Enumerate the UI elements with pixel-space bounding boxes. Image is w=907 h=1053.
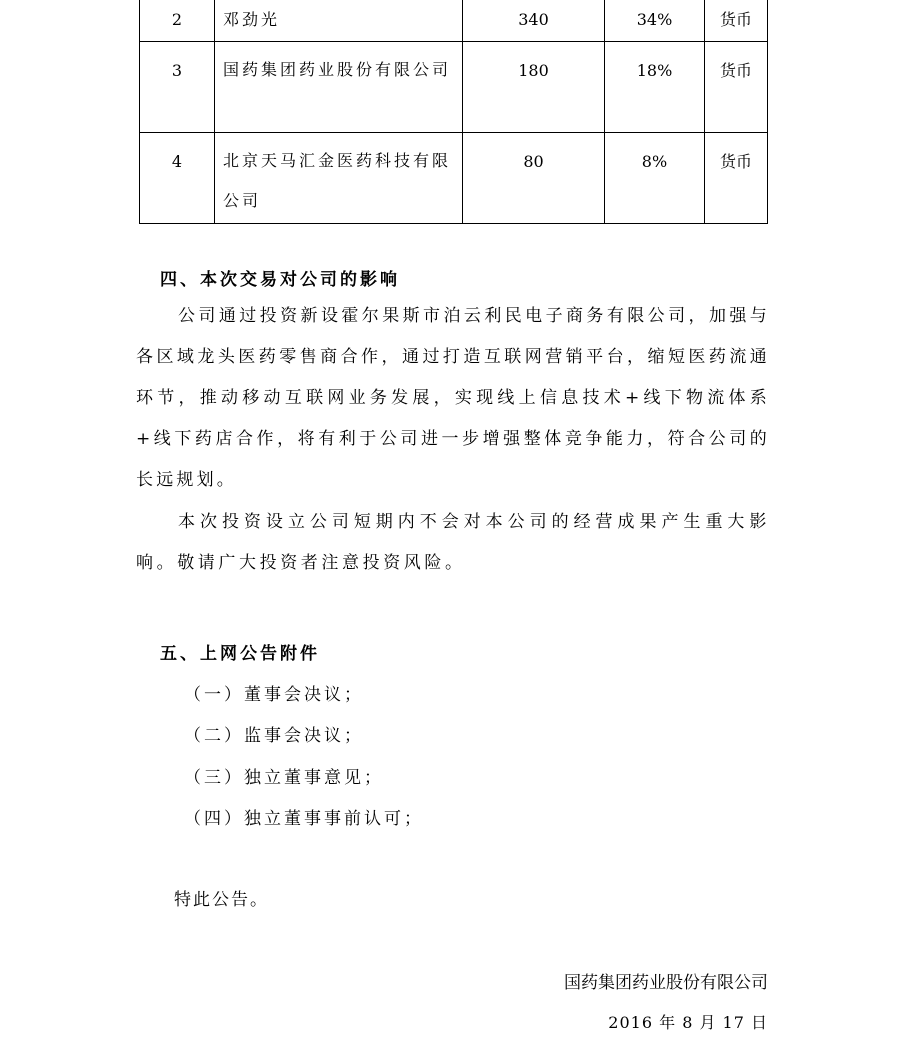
shareholder-name: 国药集团药业股份有限公司 xyxy=(215,42,463,133)
share-percent: 18% xyxy=(605,42,705,133)
contribution-type: 货币 xyxy=(705,42,768,133)
closing-text: 特此公告。 xyxy=(174,890,269,910)
attachment-item: （二）监事会决议； xyxy=(184,726,364,746)
table-row xyxy=(140,42,768,133)
announcement-date: 2016 年 8 月 17 日 xyxy=(608,1013,768,1032)
row-index: 3 xyxy=(140,42,215,133)
section4-paragraph-1: 公司通过投资新设霍尔果斯市泊云利民电子商务有限公司，加强与各区域龙头医药零售商合作，通过打造互联网营销平台，缩短医药流通环节，推动移动互联网业务发展，实现线上信息技术+线下物流体系+线下药店合作，将有利于公司进一步增强整体竞争能力，符合公司的长远规划。 xyxy=(136,306,770,490)
contribution-amount: 80 xyxy=(463,133,605,224)
shareholder-name: 邓劲光 xyxy=(215,0,463,42)
row-index: 4 xyxy=(140,133,215,224)
shareholder-name: 北京天马汇金医药科技有限公司 xyxy=(215,133,463,224)
row-index: 2 xyxy=(140,0,215,42)
share-percent: 8% xyxy=(605,133,705,224)
contribution-type: 货币 xyxy=(705,133,768,224)
attachment-item: （一）董事会决议； xyxy=(184,685,364,705)
table-row xyxy=(140,133,768,224)
contribution-amount: 180 xyxy=(463,42,605,133)
attachment-item: （三）独立董事意见； xyxy=(184,768,384,788)
section5-heading: 五、上网公告附件 xyxy=(160,644,320,664)
signer-company: 国药集团药业股份有限公司 xyxy=(564,973,768,993)
table-row xyxy=(140,0,768,42)
attachment-item: （四）独立董事事前认可； xyxy=(184,809,424,829)
contribution-type: 货币 xyxy=(705,0,768,42)
section4-paragraph-2: 本次投资设立公司短期内不会对本公司的经营成果产生重大影响。敬请广大投资者注意投资风险。 xyxy=(136,512,770,573)
share-percent: 34% xyxy=(605,0,705,42)
shareholder-table xyxy=(139,0,768,224)
section4-heading: 四、本次交易对公司的影响 xyxy=(160,270,400,290)
contribution-amount: 340 xyxy=(463,0,605,42)
